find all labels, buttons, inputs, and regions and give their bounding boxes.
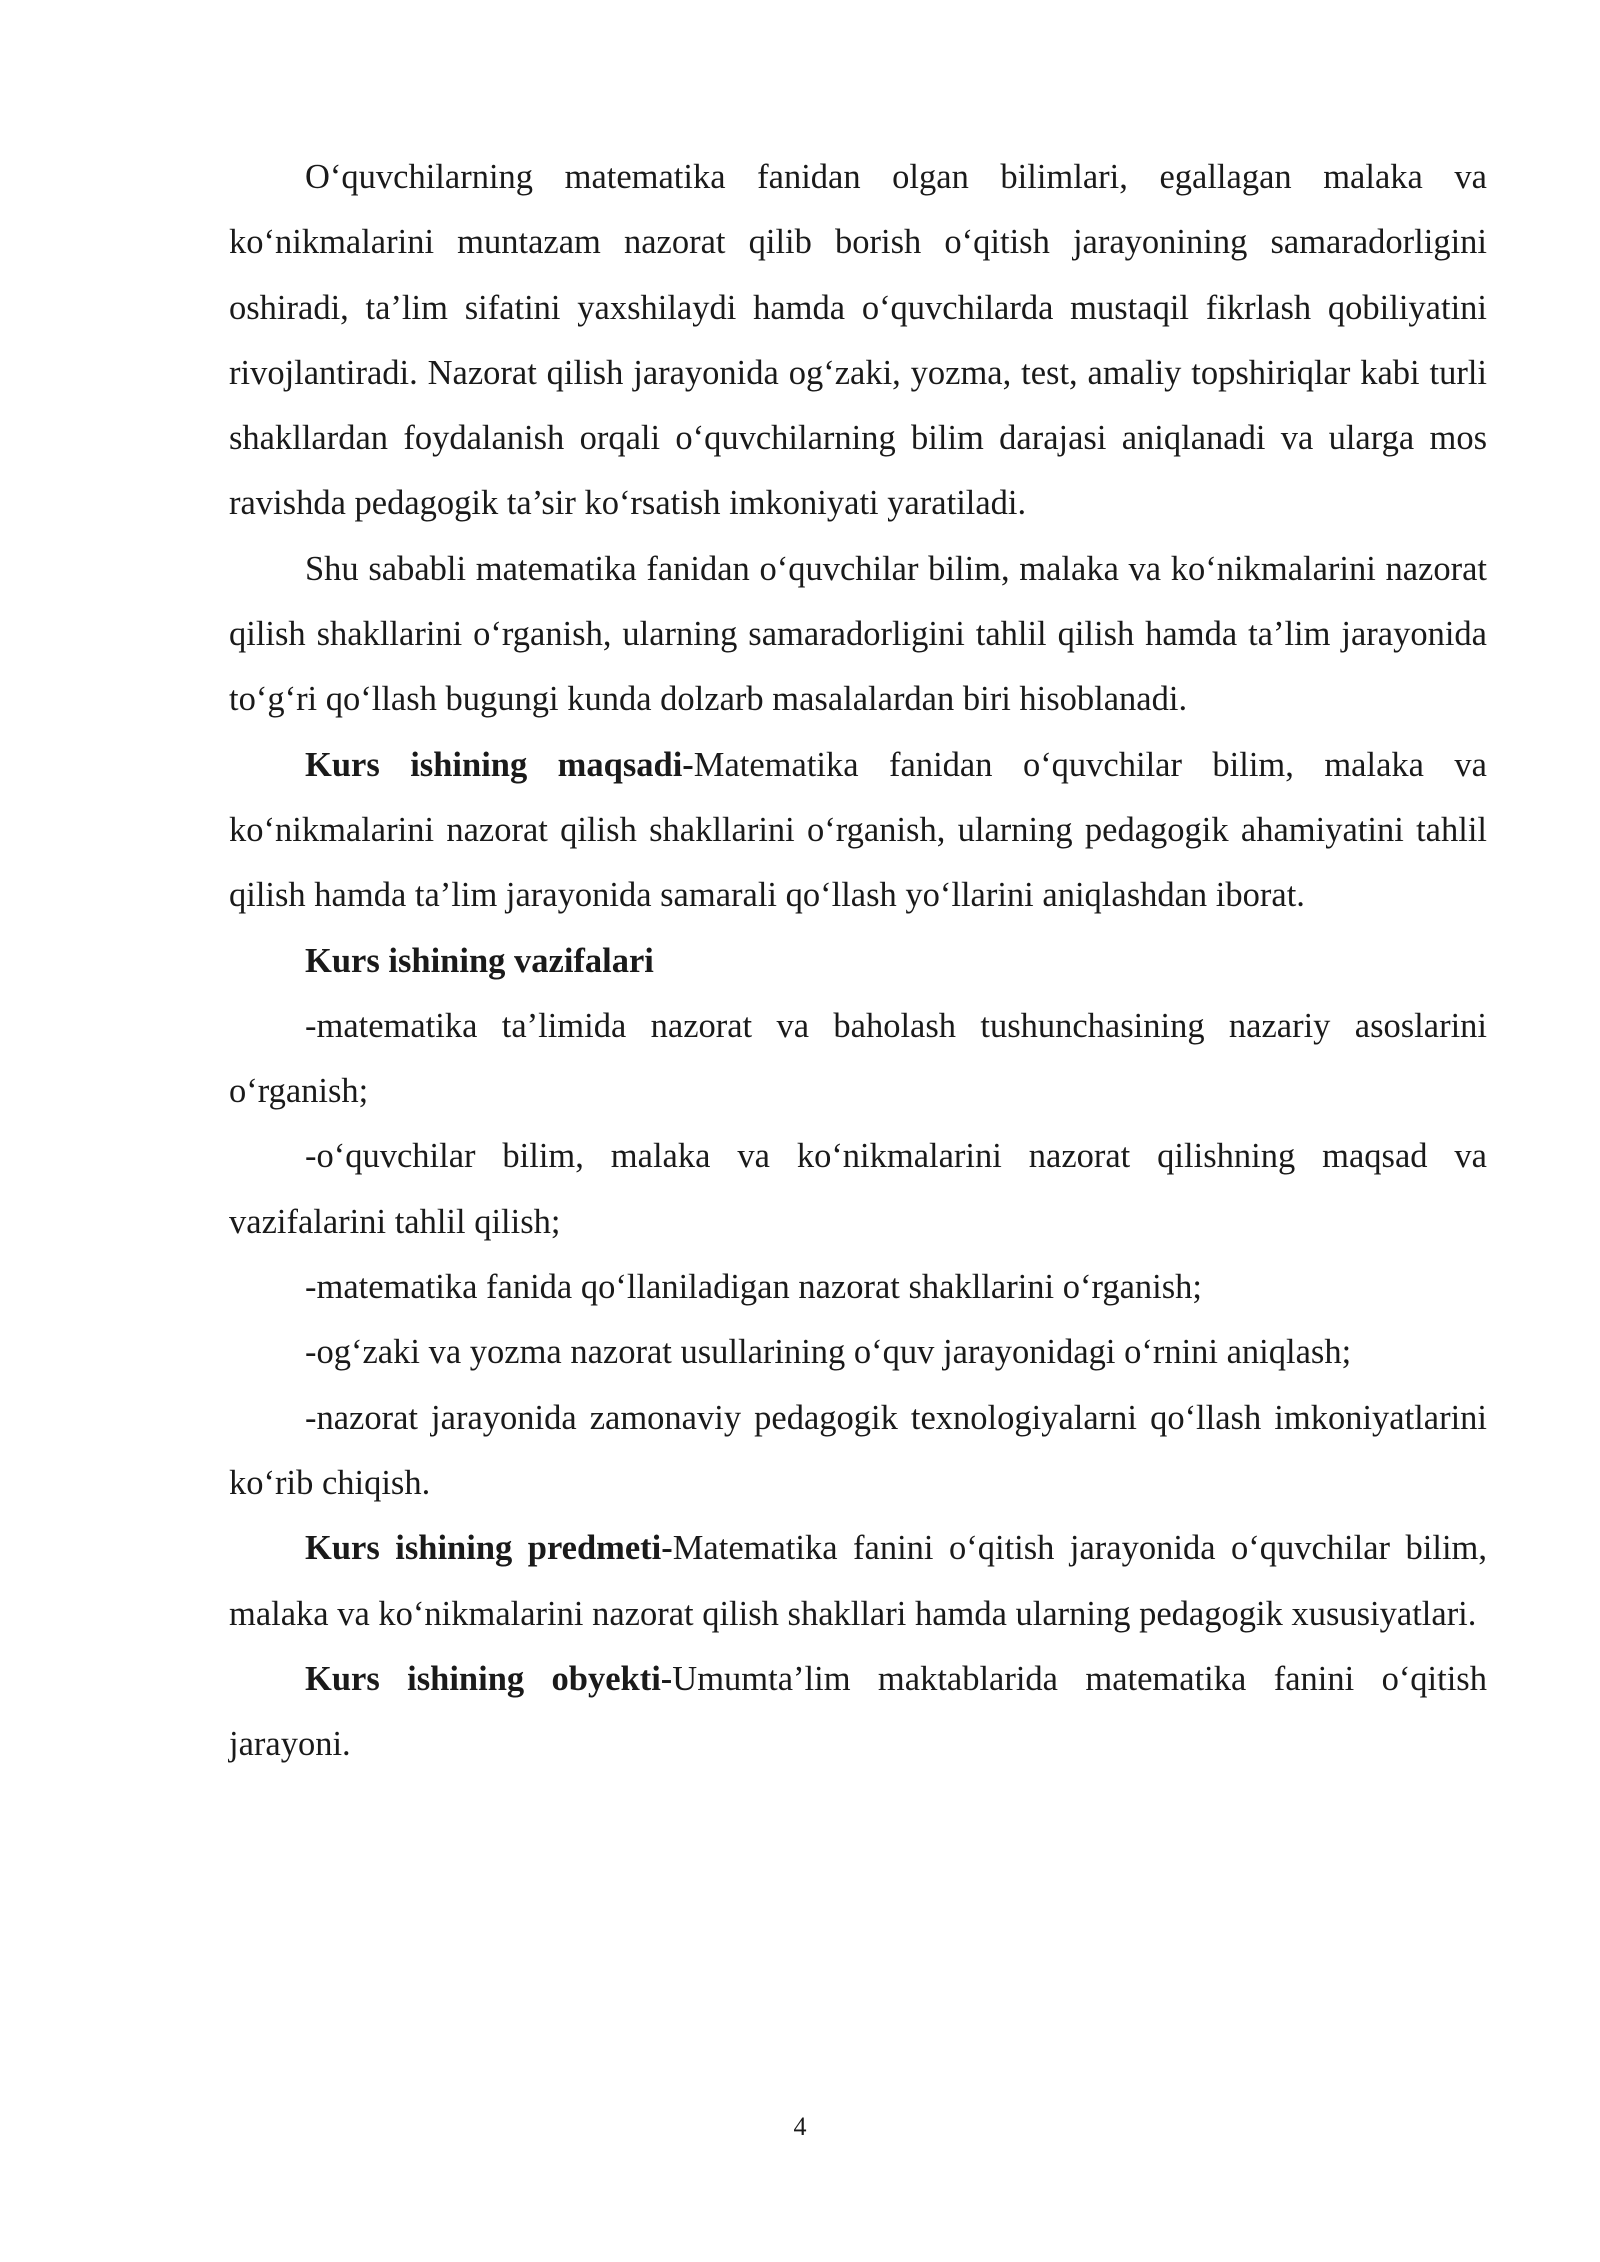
task-item: -o‘quvchilar bilim, malaka va ko‘nikmalarini nazorat qilishning maqsad va vazifalarini tahlil qilish; bbox=[229, 1137, 1487, 1241]
task-item: -matematika fanida qo‘llaniladigan nazorat shakllarini o‘rganish; bbox=[305, 1268, 1202, 1307]
page-body bbox=[229, 145, 1487, 1777]
tasks-heading bbox=[229, 929, 1487, 994]
goal-text: Matematika fanidan o‘quvchilar bilim, malaka va ko‘nikmalarini nazorat qilish shakllarini o‘rganish, ularning pedagogik ahamiyatini tahlil qilish hamda ta’lim jarayonida samarali qo‘llash yo‘llarini aniqlashdan iborat. bbox=[229, 745, 1487, 915]
paragraph-intro: O‘quvchilarning matematika fanidan olgan bilimlari, egallagan malaka va ko‘nikmalarini muntazam nazorat qilib borish o‘qitish jarayonining samaradorligini oshiradi, ta’lim sifatini yaxshilaydi hamda o‘quvchilarda mustaqil fikrlash qobiliyatini rivojlantiradi. Nazorat qilish jarayonida og‘zaki, yozma, test, amaliy topshiriqlar kabi turli shakllardan foydalanish orqali o‘quvchilarning bilim darajasi aniqlanadi va ularga mos ravishda pedagogik ta’sir ko‘rsatish imkoniyati yaratiladi. bbox=[229, 158, 1487, 523]
tasks-heading-text: Kurs ishining vazifalari bbox=[305, 941, 654, 980]
paragraph-goal bbox=[229, 733, 1487, 929]
task-item: -og‘zaki va yozma nazorat usullarining o‘quv jarayonidagi o‘rnini aniqlash; bbox=[305, 1333, 1352, 1372]
page-number: 4 bbox=[793, 2112, 807, 2141]
subject-text: Matematika fanini o‘qitish jarayonida o‘quvchilar bilim, malaka va ko‘nikmalarini nazorat qilish shakllari hamda ularning pedagogik xususiyatlari. bbox=[229, 1529, 1487, 1633]
task-item: -matematika ta’limida nazorat va baholash tushunchasining nazariy asoslarini o‘rganish; bbox=[229, 1006, 1487, 1111]
object-label: Kurs ishining obyekti- bbox=[305, 1659, 673, 1698]
paragraph-object bbox=[229, 1647, 1487, 1778]
object-text: Umumta’lim maktablarida matematika fanini o‘qitish jarayoni. bbox=[229, 1659, 1487, 1764]
paragraph-relevance: Shu sababli matematika fanidan o‘quvchilar bilim, malaka va ko‘nikmalarini nazorat qilish shakllarini o‘rganish, ularning samaradorligini tahlil qilish hamda ta’lim jarayonida to‘g‘ri qo‘llash bugungi kunda dolzarb masalalardan biri hisoblanadi. bbox=[229, 549, 1487, 719]
task-item: -nazorat jarayonida zamonaviy pedagogik texnologiyalarni qo‘llash imkoniyatlarini ko‘rib chiqish. bbox=[229, 1398, 1487, 1502]
subject-label: Kurs ishining predmeti- bbox=[305, 1529, 673, 1568]
paragraph-subject bbox=[229, 1516, 1487, 1647]
goal-label: Kurs ishining maqsadi- bbox=[305, 745, 694, 784]
